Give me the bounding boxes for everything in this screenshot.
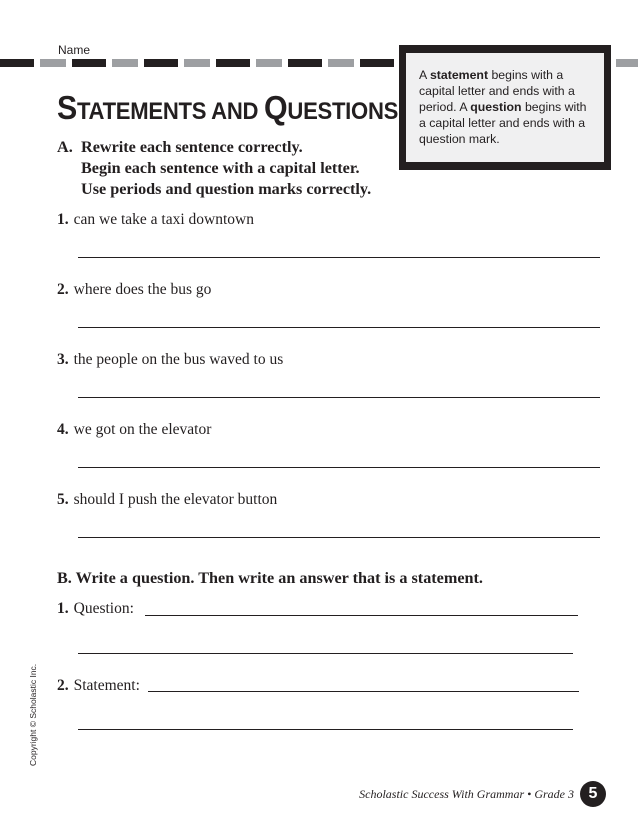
- exercise-item-5: 5. should I push the elevator button: [57, 491, 278, 508]
- answer-line-2[interactable]: [78, 327, 600, 328]
- answer-line-4[interactable]: [78, 467, 600, 468]
- copyright-notice: Copyright © Scholastic Inc.: [28, 663, 38, 766]
- question-answer-line-2[interactable]: [78, 653, 573, 654]
- part-b-instruction: B. Write a question. Then write an answer that is a statement.: [57, 569, 483, 587]
- statement-term: statement: [429, 68, 489, 82]
- exercise-item-1: 1. can we take a taxi downtown: [57, 211, 254, 228]
- exercise-item-3: 3. the people on the bus waved to us: [57, 351, 284, 368]
- part-a-label: A.: [57, 138, 73, 156]
- answer-line-1[interactable]: [78, 257, 600, 258]
- exercise-item-4: 4. we got on the elevator: [57, 421, 212, 438]
- answer-line-5[interactable]: [78, 537, 600, 538]
- answer-line-3[interactable]: [78, 397, 600, 398]
- statement-answer-line-2[interactable]: [78, 729, 573, 730]
- question-prompt: 1. Question:: [57, 600, 134, 617]
- rule-box: [399, 45, 611, 170]
- question-answer-line[interactable]: [145, 615, 578, 616]
- part-a-instructions: A. Rewrite each sentence correctly. Begin each sentence with a capital letter. Use periods and question marks correctly.: [57, 138, 372, 198]
- page-title: STATEMENTS AND QUESTIONS: [57, 89, 399, 126]
- page-number-badge: 5: [580, 781, 606, 807]
- footer-text: Scholastic Success With Grammar • Grade 3: [359, 787, 574, 801]
- question-term: question: [470, 100, 522, 114]
- exercise-item-2: 2. where does the bus go: [57, 281, 212, 298]
- rule-text: A statement begins with a capital letter and ends with a period. A question begins with a capital letter and ends with a question mark.: [406, 53, 604, 162]
- name-label: Name: [58, 43, 91, 57]
- statement-prompt: 2. Statement:: [57, 677, 140, 694]
- statement-answer-line[interactable]: [148, 691, 579, 692]
